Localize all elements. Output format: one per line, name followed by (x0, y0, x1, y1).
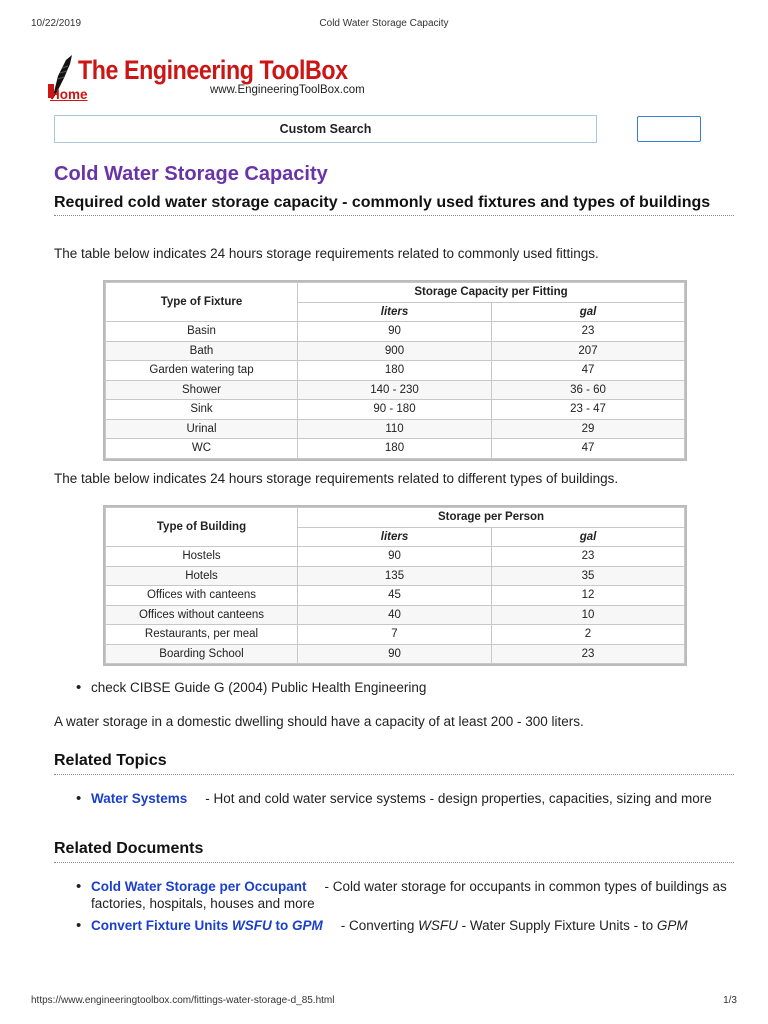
related-documents-heading: Related Documents (54, 840, 734, 863)
print-title: Cold Water Storage Capacity (319, 18, 449, 29)
table-cell: 23 (492, 322, 685, 342)
table-cell: 47 (492, 439, 685, 459)
table-row (106, 361, 685, 381)
related-document-item (91, 878, 731, 912)
table-cell: 35 (492, 566, 685, 586)
related-topic-desc: - Hot and cold water service systems - design properties, capacities, sizing and more (205, 791, 712, 806)
table-header: gal (492, 302, 685, 322)
link-text: WSFU (232, 918, 272, 933)
table-cell: 47 (492, 361, 685, 381)
table-header: Type of Building (106, 508, 298, 547)
table-header: Storage Capacity per Fitting (298, 283, 685, 303)
table-cell: 23 - 47 (492, 400, 685, 420)
table-row (106, 625, 685, 645)
table-cell: Boarding School (106, 644, 298, 664)
table-row (106, 322, 685, 342)
table-cell: 23 (492, 547, 685, 567)
related-topic-item (91, 790, 731, 807)
search-button[interactable] (637, 116, 701, 142)
table-cell: 40 (298, 605, 492, 625)
table-cell: 45 (298, 586, 492, 606)
table-cell: 207 (492, 341, 685, 361)
table-cell: Garden watering tap (106, 361, 298, 381)
table-cell: 36 - 60 (492, 380, 685, 400)
table-cell: 135 (298, 566, 492, 586)
site-logo[interactable] (48, 54, 388, 104)
related-topics-heading: Related Topics (54, 752, 734, 775)
table-cell: Basin (106, 322, 298, 342)
table-cell: Hotels (106, 566, 298, 586)
logo-text: The Engineering ToolBox (78, 55, 348, 85)
table-header: gal (492, 527, 685, 547)
table-row (106, 419, 685, 439)
table-cell: 140 - 230 (298, 380, 492, 400)
table-cell: 7 (298, 625, 492, 645)
table-row (106, 380, 685, 400)
building-storage-table (105, 507, 685, 664)
related-document-desc: - Converting (340, 918, 419, 933)
table-row (106, 605, 685, 625)
link-text: GPM (292, 918, 323, 933)
table-row (106, 341, 685, 361)
table-row (106, 586, 685, 606)
table-row (106, 547, 685, 567)
cibse-reference: • check CIBSE Guide G (2004) Public Health Engineering (91, 680, 426, 695)
intro-buildings: The table below indicates 24 hours storage requirements related to different types of buildings. (54, 471, 619, 486)
page-title: Cold Water Storage Capacity (54, 163, 328, 185)
table-cell: 110 (298, 419, 492, 439)
page-number: 1/3 (723, 995, 737, 1006)
table-cell: 10 (492, 605, 685, 625)
page-subtitle: Required cold water storage capacity - commonly used fixtures and types of buildings (54, 193, 734, 216)
logo-url: www.EngineeringToolBox.com (210, 84, 365, 96)
table-cell: Hostels (106, 547, 298, 567)
table-cell: 90 (298, 322, 492, 342)
print-url: https://www.engineeringtoolbox.com/fittings-water-storage-d_85.html (31, 995, 335, 1006)
table-cell: 90 (298, 644, 492, 664)
table-header: liters (298, 302, 492, 322)
table-header: liters (298, 527, 492, 547)
table-header: Type of Fixture (106, 283, 298, 322)
table-row (106, 566, 685, 586)
related-document-desc: - Water Supply Fixture Units - to (457, 918, 657, 933)
table-cell: Shower (106, 380, 298, 400)
link-text: to (271, 918, 293, 933)
table-row (106, 644, 685, 664)
table-cell: 23 (492, 644, 685, 664)
table-cell: 180 (298, 361, 492, 381)
table-cell: Restaurants, per meal (106, 625, 298, 645)
related-document-item (91, 917, 731, 934)
table-cell: Offices without canteens (106, 605, 298, 625)
cold-water-storage-occupant-link[interactable]: Cold Water Storage per Occupant (91, 879, 307, 894)
water-systems-link[interactable]: Water Systems (91, 791, 188, 806)
home-link[interactable]: Home (50, 87, 88, 102)
table-cell: WC (106, 439, 298, 459)
print-date: 10/22/2019 (31, 18, 82, 29)
intro-fixtures: The table below indicates 24 hours storage requirements related to commonly used fittings. (54, 246, 599, 261)
table-cell: 900 (298, 341, 492, 361)
table-cell: Sink (106, 400, 298, 420)
table-cell: Offices with canteens (106, 586, 298, 606)
link-text: Convert Fixture Units (91, 918, 233, 933)
table-cell: Urinal (106, 419, 298, 439)
table-cell: 29 (492, 419, 685, 439)
table-cell: 90 (298, 547, 492, 567)
table-row (106, 400, 685, 420)
fixture-storage-table (105, 282, 685, 459)
table-row (106, 439, 685, 459)
table-cell: 2 (492, 625, 685, 645)
storage-note: A water storage in a domestic dwelling should have a capacity of at least 200 - 300 liters. (54, 714, 584, 729)
related-document-desc: WSFU (418, 918, 458, 933)
search-input[interactable]: Custom Search (54, 115, 597, 143)
related-document-desc: - Cold water storage for occupants in common types of buildings as factories, hospitals, houses and more (91, 879, 727, 911)
convert-fixture-units-link[interactable] (91, 918, 323, 933)
table-header: Storage per Person (298, 508, 685, 528)
table-cell: 12 (492, 586, 685, 606)
table-cell: 90 - 180 (298, 400, 492, 420)
related-document-desc: GPM (656, 918, 688, 933)
table-cell: Bath (106, 341, 298, 361)
table-cell: 180 (298, 439, 492, 459)
